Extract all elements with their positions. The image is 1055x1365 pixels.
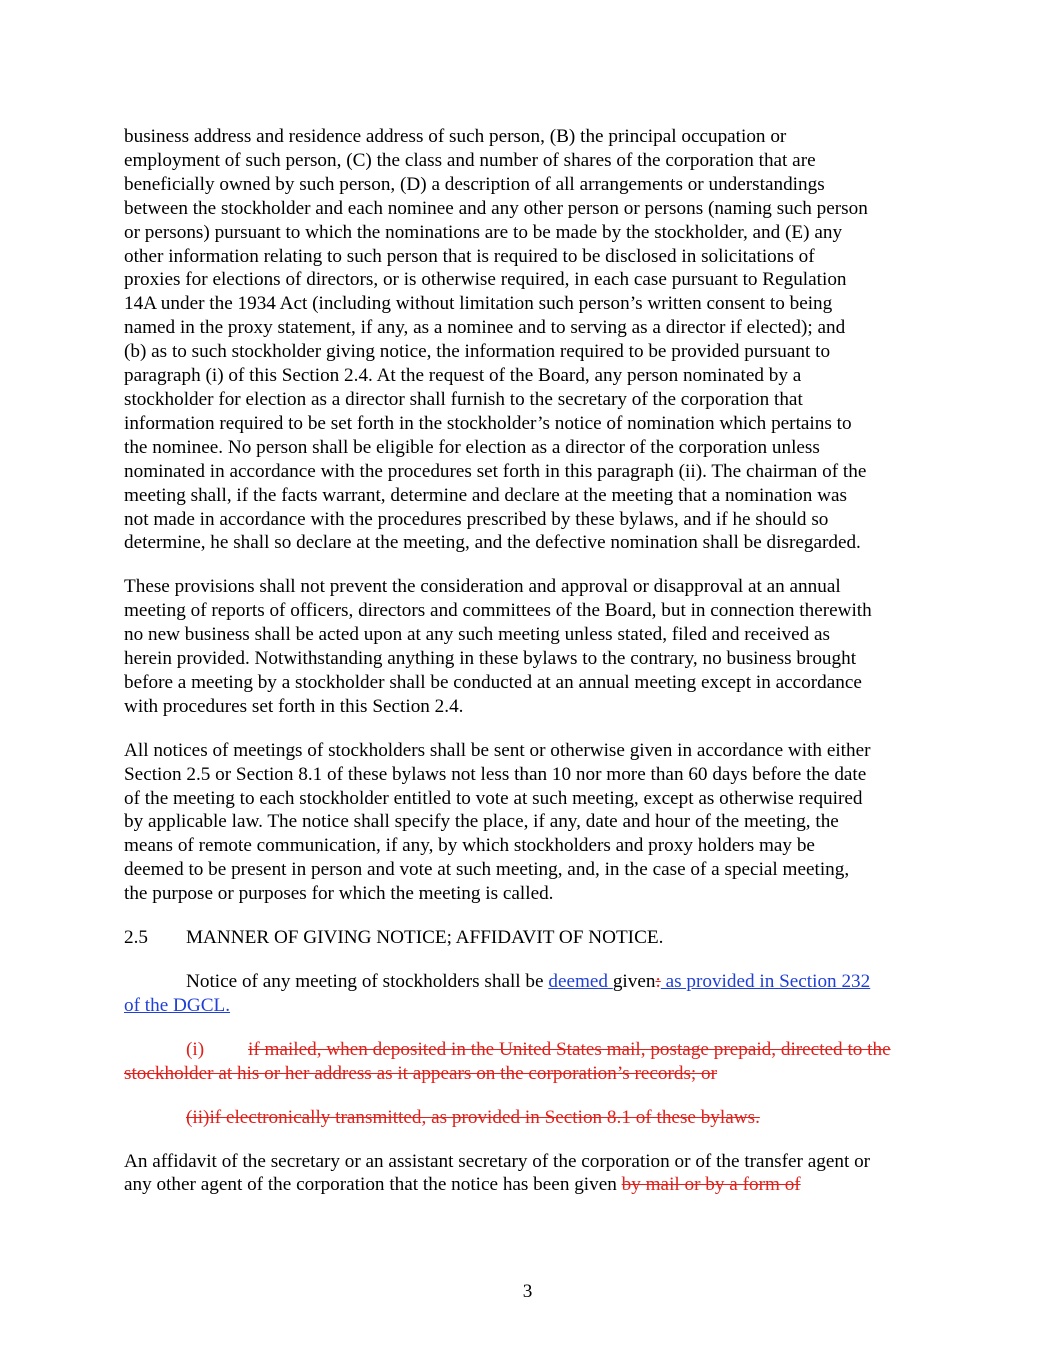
- paragraph-3-line: by applicable law. The notice shall specify the place, if any, date and hour of the meeting, the: [124, 811, 839, 833]
- insertion-deemed: deemed: [548, 971, 613, 992]
- paragraph-1-line: nominated in accordance with the procedures set forth in this paragraph (ii). The chairman of the: [124, 460, 867, 482]
- paragraph-3-line: of the meeting to each stockholder entitled to vote at such meeting, except as otherwise required: [124, 787, 863, 809]
- deletion-colon: :: [655, 971, 661, 992]
- insertion-of-the-dgcl: of the DGCL.: [124, 994, 231, 1016]
- paragraph-2-line: These provisions shall not prevent the consideration and approval or disapproval at an annual: [124, 576, 841, 598]
- paragraph-1-line: beneficially owned by such person, (D) a description of all arrangements or understandings: [124, 173, 825, 195]
- affidavit-line2-text: any other agent of the corporation that the notice has been given: [124, 1174, 622, 1196]
- paragraph-nomination-requirements: [124, 125, 939, 555]
- deleted-item-i-number: (i): [186, 1038, 205, 1060]
- paragraph-provisions: [124, 575, 939, 718]
- paragraph-2-line: no new business shall be acted upon at any such meeting unless stated, filed and received as: [124, 624, 831, 646]
- paragraph-1-line: not made in accordance with the procedures prescribed by these bylaws, and if he should so: [124, 508, 829, 530]
- paragraph-3-line: the purpose or purposes for which the meeting is called.: [124, 883, 554, 905]
- paragraph-1-line: or persons) pursuant to which the nominations are to be made by the stockholder, and (E) any: [124, 221, 843, 243]
- paragraph-1-line: other information relating to such person that is required to be disclosed in solicitations of: [124, 245, 815, 267]
- page-number: 3: [522, 1281, 533, 1302]
- notice-text-1: Notice of any meeting of stockholders shall be: [186, 971, 549, 992]
- paragraph-3-line: deemed to be present in person and vote at such meeting, and, in the case of a special meeting,: [124, 859, 850, 881]
- paragraph-1-line: the nominee. No person shall be eligible for election as a director of the corporation unless: [124, 436, 820, 458]
- paragraph-3-line: All notices of meetings of stockholders shall be sent or otherwise given in accordance with either: [124, 739, 871, 761]
- section-heading-2-5: [124, 926, 939, 950]
- document-body: [124, 125, 939, 1197]
- insertion-section-232: as provided in Section 232: [660, 971, 871, 992]
- deleted-item-i-line2: stockholder at his or her address as it appears on the corporation’s records; or: [124, 1062, 718, 1084]
- paragraph-1-line: (b) as to such stockholder giving notice, the information required to be provided pursuant to: [124, 341, 831, 363]
- deleted-item-ii-text: (ii)if electronically transmitted, as provided in Section 8.1 of these bylaws.: [186, 1106, 760, 1128]
- paragraph-1-line: named in the proxy statement, if any, as a nominee and to serving as a director if elected); and: [124, 317, 846, 339]
- paragraph-1-line: business address and residence address of such person, (B) the principal occupation or: [124, 126, 787, 147]
- paragraph-1-line: meeting shall, if the facts warrant, determine and declare at the meeting that a nomination was: [124, 484, 847, 506]
- section-title: MANNER OF GIVING NOTICE; AFFIDAVIT OF NOTICE.: [186, 927, 664, 949]
- paragraph-2-line: with procedures set forth in this Section 2.4.: [124, 695, 464, 717]
- paragraph-1-line: 14A under the 1934 Act (including without limitation such person’s written consent to being: [124, 293, 833, 315]
- paragraph-2-line: before a meeting by a stockholder shall be conducted at an annual meeting except in accordance: [124, 671, 862, 693]
- paragraph-1-line: employment of such person, (C) the class and number of shares of the corporation that are: [124, 149, 816, 171]
- deleted-item-i-line1: if mailed, when deposited in the United States mail, postage prepaid, directed to the: [248, 1038, 891, 1060]
- deletion-by-mail: by mail or by a form of: [621, 1174, 801, 1196]
- deleted-item-i: [124, 1038, 939, 1086]
- paragraph-affidavit: [124, 1150, 939, 1198]
- paragraph-2-line: herein provided. Notwithstanding anything in these bylaws to the contrary, no business brought: [124, 648, 857, 670]
- paragraph-3-line: means of remote communication, if any, by which stockholders and proxy holders may be: [124, 835, 815, 857]
- paragraph-1-line: stockholder for election as a director shall furnish to the secretary of the corporation that: [124, 388, 803, 410]
- deleted-item-ii: [124, 1106, 939, 1130]
- affidavit-line1: An affidavit of the secretary or an assistant secretary of the corporation or of the transfer agent or: [124, 1150, 871, 1172]
- paragraph-2-line: meeting of reports of officers, directors and committees of the Board, but in connection therewith: [124, 600, 872, 622]
- section-number: 2.5: [124, 927, 148, 949]
- paragraph-1-line: information required to be set forth in the stockholder’s notice of nomination which pertains to: [124, 412, 852, 434]
- paragraph-1-line: paragraph (i) of this Section 2.4. At the request of the Board, any person nominated by a: [124, 365, 802, 387]
- notice-text-2: given: [612, 971, 656, 992]
- paragraph-1-line: between the stockholder and each nominee and any other person or persons (naming such person: [124, 197, 868, 219]
- paragraph-1-line: proxies for elections of directors, or is otherwise required, in each case pursuant to Regulation: [124, 269, 847, 291]
- paragraph-1-line: determine, he shall so declare at the meeting, and the defective nomination shall be disregarded.: [124, 532, 861, 554]
- paragraph-notices-of-meetings: [124, 739, 939, 906]
- paragraph-notice-given: [124, 970, 939, 1018]
- paragraph-3-line: Section 2.5 or Section 8.1 of these bylaws not less than 10 nor more than 60 days before the date: [124, 763, 867, 785]
